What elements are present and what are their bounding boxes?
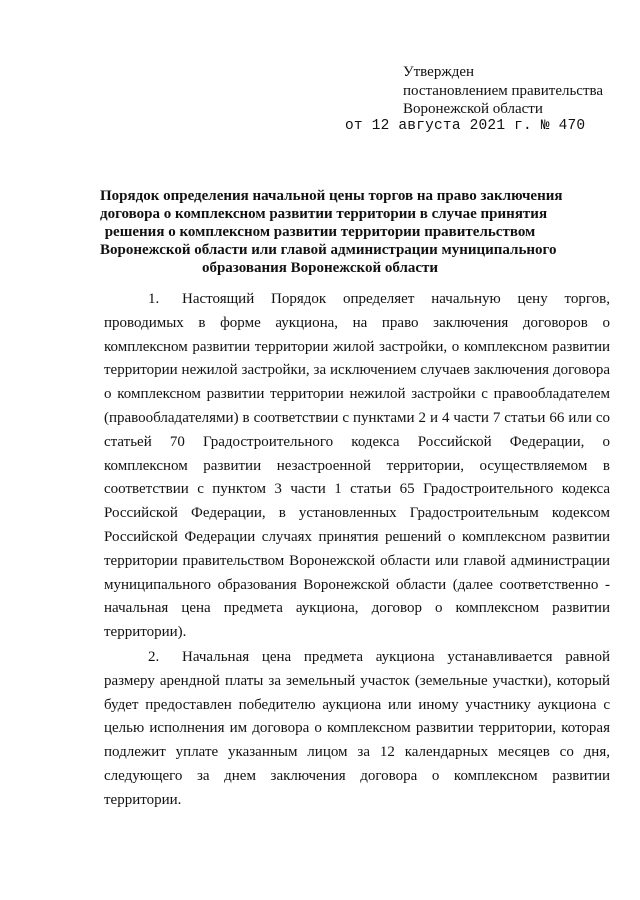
approval-date: от 12 августа 2021 г. № 470: [345, 118, 586, 134]
document-title: [100, 187, 563, 277]
approval-line-decree: постановлением правительства: [403, 82, 604, 99]
title-line: решения о комплексном развитии территории правительством: [104, 224, 536, 240]
approval-line-approved: Утвержден: [403, 64, 475, 80]
paragraph-text: Начальная цена предмета аукциона устанавливается равной размеру арендной платы за земельный участок (земельные участки), который будет предоставлен победителю аукциона или иному участнику аукциона с целью исполнения им договора о комплексном развитии территории, которая подлежит уплате указанным лицом за 12 календарных месяцев со дня, следующего за днем заключения договора о комплексном развитии территории.: [104, 648, 610, 808]
title-line: Порядок определения начальной цены торгов на право заключения: [100, 188, 563, 204]
approval-line-region: Воронежской области: [403, 101, 543, 117]
document-body: [104, 288, 610, 813]
paragraph-number: 2.: [148, 648, 160, 665]
paragraph-text: Настоящий Порядок определяет начальную цену торгов, проводимых в форме аукциона, на право заключения договоров о комплексном развитии территории жилой застройки, о комплексном развитии территории нежилой застройки, за исключением случаев заключения договора о комплексном развитии территории нежилой застройки с правообладателем (правообладателями) в соответствии с пунктами 2 и 4 части 7 статьи 66 или со статьей 70 Градостроительного кодекса Российской Федерации, о комплексном развитии незастроенной территории, осуществляемом в соответствии с пунктом 3 части 1 статьи 65 Градостроительного кодекса Российской Федерации, в установленных Градостроительным кодексом Российской Федерации случаях принятия решений о комплексном развитии территории правительством Воронежской области или главой администрации муниципального образования Воронежской области (далее соответственно - начальная цена предмета аукциона, договор о комплексном развитии территории).: [104, 291, 610, 641]
approval-block: [403, 63, 603, 119]
title-line: договора о комплексном развитии территории в случае принятия: [100, 206, 548, 222]
title-line: образования Воронежской области: [201, 260, 439, 276]
paragraph-2: [104, 646, 610, 813]
paragraph-number: 1.: [148, 291, 160, 307]
paragraph-1: [104, 288, 610, 645]
title-line: Воронежской области или главой администрации муниципального: [100, 242, 557, 258]
